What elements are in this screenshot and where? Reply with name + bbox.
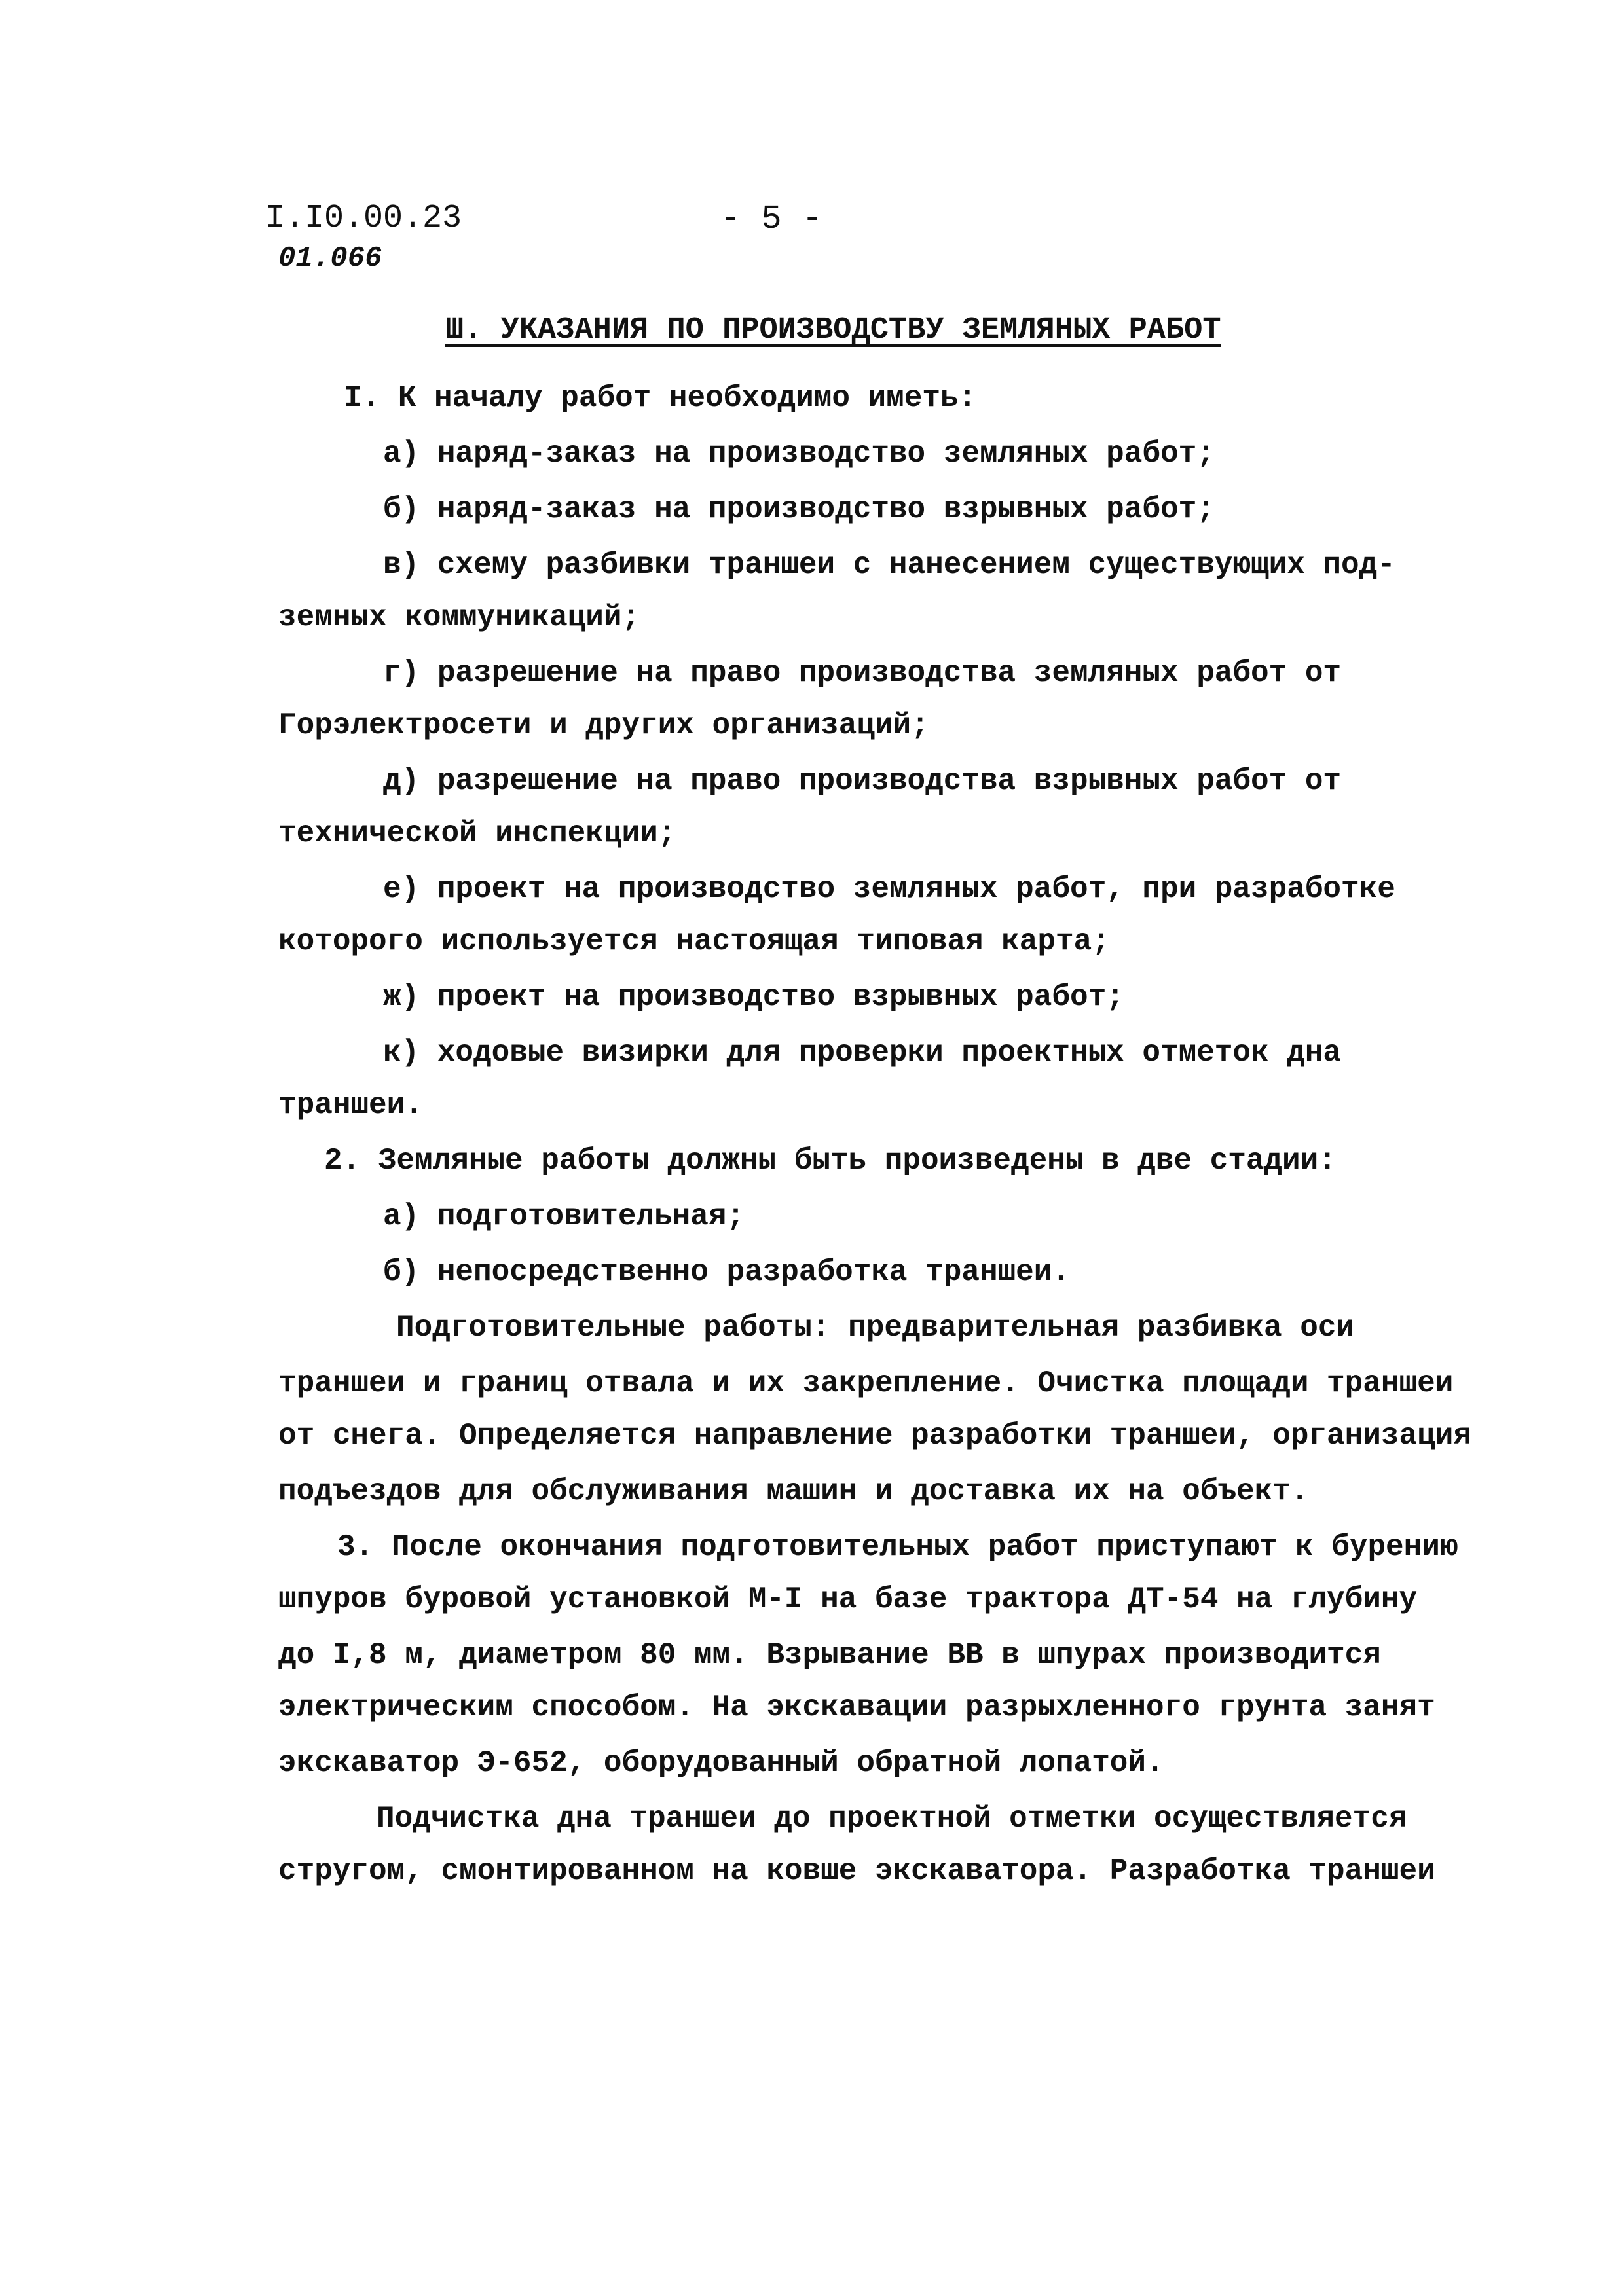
body-line: технической инспекции;	[278, 816, 676, 850]
body-line: ж) проект на производство взрывных работ;	[383, 980, 1124, 1014]
body-line: подъездов для обслуживания машин и доставка их на объект.	[278, 1474, 1309, 1508]
body-line: д) разрешение на право производства взрывных работ от	[383, 764, 1342, 798]
body-line: 3. После окончания подготовительных работ приступают к бурению	[337, 1530, 1458, 1564]
body-line: Подготовительные работы: предварительная разбивка оси	[396, 1311, 1355, 1345]
document-code: I.I0.00.23	[265, 200, 462, 237]
body-line: которого используется настоящая типовая карта;	[278, 924, 1110, 958]
page-number: - 5 -	[720, 200, 823, 238]
handwritten-note: 01.066	[278, 242, 382, 275]
body-line: в) схему разбивки траншеи с нанесением существующих под-	[383, 548, 1395, 582]
body-line: траншеи.	[278, 1088, 423, 1122]
body-line: земных коммуникаций;	[278, 600, 640, 634]
body-line: г) разрешение на право производства земляных работ от	[383, 656, 1342, 690]
body-line: I. К началу работ необходимо иметь:	[344, 381, 977, 415]
body-line: к) ходовые визирки для проверки проектных отметок дна	[383, 1036, 1342, 1070]
body-line: до I,8 м, диаметром 80 мм. Взрывание ВВ в шпурах производится	[278, 1638, 1381, 1672]
body-line: Подчистка дна траншеи до проектной отметки осуществляется	[377, 1802, 1407, 1836]
body-line: шпуров буровой установкой М-I на базе трактора ДТ-54 на глубину	[278, 1582, 1418, 1616]
body-line: Горэлектросети и других организаций;	[278, 708, 929, 742]
body-line: а) подготовительная;	[383, 1199, 745, 1233]
body-line: экскаватор Э-652, оборудованный обратной лопатой.	[278, 1746, 1164, 1780]
body-line: е) проект на производство земляных работ, при разработке	[383, 872, 1395, 906]
body-line: б) непосредственно разработка траншеи.	[383, 1255, 1070, 1289]
section-title: Ш. УКАЗАНИЯ ПО ПРОИЗВОДСТВУ ЗЕМЛЯНЫХ РАБОТ	[445, 313, 1221, 348]
body-line: б) наряд-заказ на производство взрывных работ;	[383, 492, 1215, 526]
body-line: а) наряд-заказ на производство земляных работ;	[383, 437, 1215, 471]
body-line: от снега. Определяется направление разработки траншеи, организация	[278, 1419, 1471, 1453]
body-line: 2. Земляные работы должны быть произведены в две стадии:	[324, 1144, 1337, 1178]
body-line: траншеи и границ отвала и их закрепление. Очистка площади траншеи	[278, 1366, 1454, 1400]
body-line: стругом, смонтированном на ковше экскаватора. Разработка траншеи	[278, 1854, 1435, 1888]
body-line: электрическим способом. На экскавации разрыхленного грунта занят	[278, 1690, 1435, 1724]
